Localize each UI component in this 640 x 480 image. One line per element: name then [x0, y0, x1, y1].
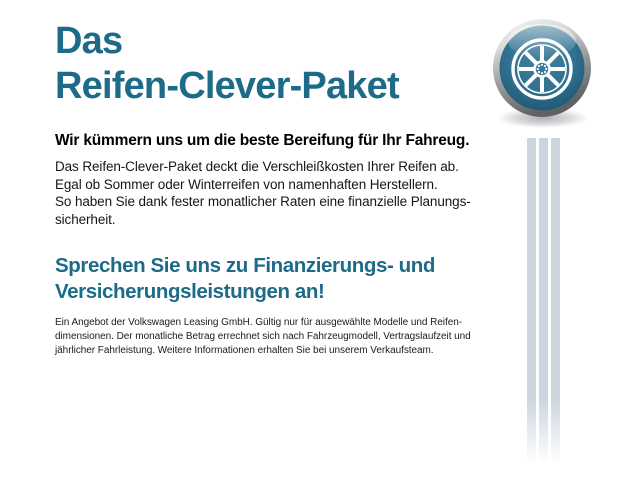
page-title-line2: Reifen-Clever-Paket — [55, 65, 399, 107]
cta-line1: Sprechen Sie uns zu Finanzierungs- und — [55, 254, 436, 277]
cta-heading — [55, 253, 435, 305]
intro-line: sicherheit. — [55, 212, 116, 228]
intro-line: Das Reifen-Clever-Paket deckt die Verschleißkosten Ihrer Reifen ab. — [55, 159, 459, 174]
intro-line: So haben Sie dank fester monatlicher Raten eine finanzielle Planungs- — [55, 194, 471, 210]
page-title-line1: Das — [55, 20, 123, 62]
legal-text — [55, 316, 471, 358]
legal-line: Ein Angebot der Volkswagen Leasing GmbH. Gültig nur für ausgewählte Modelle und Reifen- — [55, 317, 463, 328]
lead-sentence: Wir kümmern uns um die beste Bereifung für Ihr Fahreug. — [55, 132, 470, 149]
legal-line: dimensionen. Der monatliche Betrag errechnet sich nach Fahrzeugmodell, Vertragslaufzeit und — [55, 331, 471, 342]
legal-line: jährlicher Fahrleistung. Weitere Informationen erhalten Sie bei unserem Verkaufsteam. — [55, 345, 434, 356]
intro-paragraph — [55, 158, 471, 229]
decor-stripes — [527, 138, 560, 464]
page-title — [55, 19, 399, 109]
cta-line2: Versicherungsleistungen an! — [55, 280, 325, 303]
wheel-badge — [489, 12, 597, 132]
decor-stripe — [527, 138, 536, 464]
intro-line: Egal ob Sommer oder Winterreifen von namenhaften Herstellern. — [55, 176, 438, 192]
alloy-wheel-icon — [489, 12, 597, 132]
decor-stripe — [539, 138, 548, 464]
decor-stripe — [551, 138, 560, 464]
